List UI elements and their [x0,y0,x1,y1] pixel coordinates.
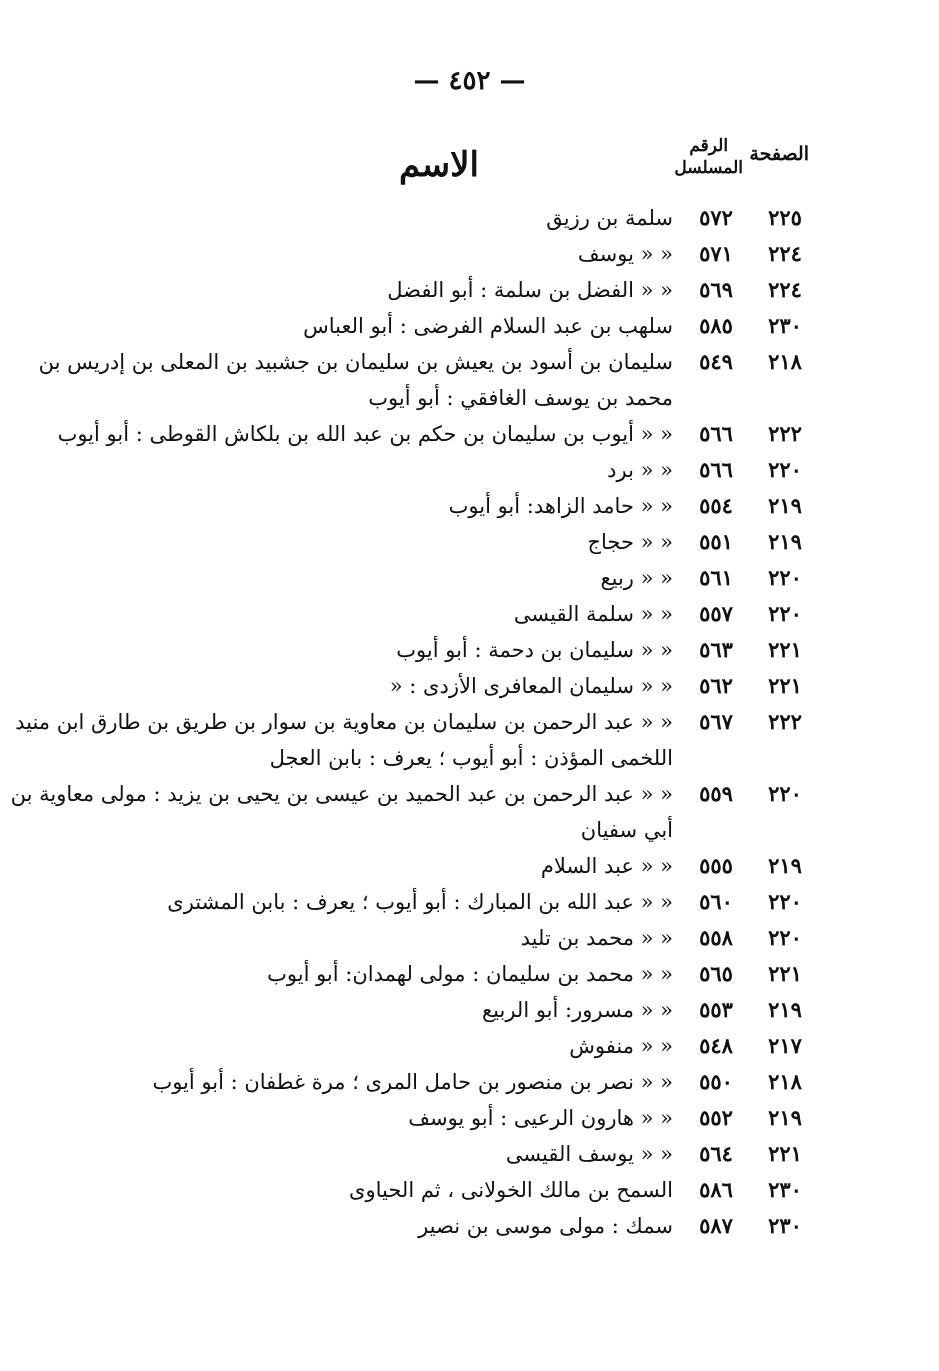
row-page: ٢١٩ [768,853,802,878]
table-row [111,272,811,308]
row-page: ٢٢٢ [768,709,802,734]
row-serial: ٥٨٦ [699,1177,733,1202]
row-serial: ٥٥٧ [699,601,733,626]
row-page: ٢٢١ [768,961,802,986]
table-row [111,956,811,992]
table-row [111,452,811,488]
row-page: ٢٢٠ [768,925,802,950]
row-name: « « منفوش [569,1034,673,1058]
table-header [0,135,939,195]
table-row [57,416,811,452]
row-serial: ٥٧٢ [699,205,733,230]
row-serial: ٥٤٩ [699,349,733,374]
row-name: « « سليمان بن دحمة : أبو أيوب [396,638,673,662]
table-row [111,992,811,1028]
table-row [111,596,811,632]
row-page: ٢١٨ [768,349,802,374]
table-row [111,632,811,668]
row-name: « « يوسف [577,242,673,266]
row-serial: ٥٥١ [699,529,733,554]
table-row [111,920,811,956]
serial-header-line1: الرقم [689,136,729,156]
row-name: « « عبد الله بن المبارك : أبو أيوب ؛ يعرف : بابن المشترى [167,890,673,914]
table-row [111,848,811,884]
table-row [111,1064,811,1100]
page-number: — ٤٥٢ — [413,66,526,96]
row-name: سلهب بن عبد السلام الفرضى : أبو العباس [303,314,673,338]
row-serial: ٥٦١ [699,565,733,590]
row-name: « « سلمة القيسى [513,602,673,626]
row-serial: ٥٥٠ [699,1069,733,1094]
table-row [111,668,811,704]
row-serial: ٥٦٦ [699,457,733,482]
row-serial: ٥٨٧ [699,1213,733,1238]
table-row [111,200,811,236]
row-name: « « برد [607,458,673,482]
table-row [111,308,811,344]
row-name: « « سليمان المعافرى الأزدى : « [389,674,673,698]
row-name: « « عبد الرحمن بن سليمان بن معاوية بن سوار بن طريق بن طارق ابن منيد اللخمى المؤذن : أبو أيوب ؛ يعرف : بابن العجل [15,710,673,770]
row-page: ٢٢١ [768,673,802,698]
name-column-header: الاسم [399,145,479,185]
row-name: « « محمد بن سليمان : مولى لهمدان: أبو أيوب [267,962,673,986]
row-name: السمح بن مالك الخولانى ، ثم الحياوى [349,1178,673,1202]
row-name: « « ربيع [600,566,673,590]
page-column-header: الصفحة [749,143,809,165]
row-name: « « حامد الزاهد: أبو أيوب [448,494,673,518]
row-serial: ٥٦٥ [699,961,733,986]
row-page: ٢١٩ [768,997,802,1022]
table-row [111,488,811,524]
serial-header-line2: المسلسل [674,158,743,178]
row-serial: ٥٨٥ [699,313,733,338]
row-serial: ٥٥٩ [699,781,733,806]
row-page: ٢٢٥ [768,205,802,230]
row-serial: ٥٥٤ [699,493,733,518]
row-serial: ٥٦٢ [699,673,733,698]
serial-column-header [674,135,743,179]
row-page: ٢٢٠ [768,565,802,590]
row-serial: ٥٦٤ [699,1141,733,1166]
table-row [111,1028,811,1064]
table-row [111,524,811,560]
row-serial: ٥٦٩ [699,277,733,302]
row-serial: ٥٦٦ [699,421,733,446]
row-name: « « نصر بن منصور بن حامل المرى ؛ مرة غطفان : أبو أيوب [152,1070,673,1094]
row-name: سمك : مولى موسى بن نصير [418,1214,673,1238]
row-page: ٢٢٢ [768,421,802,446]
row-name: « « محمد بن تليد [520,926,673,950]
row-name: « « حجاج [587,530,673,554]
table-row [111,1136,811,1172]
row-serial: ٥٦٧ [699,709,733,734]
table-row [38,344,811,416]
row-serial: ٥٥٥ [699,853,733,878]
row-name: « « الفضل بن سلمة : أبو الفضل [387,278,673,302]
row-serial: ٥٤٨ [699,1033,733,1058]
row-page: ٢١٧ [768,1033,802,1058]
row-page: ٢٢٤ [768,241,802,266]
row-serial: ٥٥٢ [699,1105,733,1130]
row-name: « « مسرور: أبو الربيع [481,998,673,1022]
row-page: ٢٣٠ [768,313,802,338]
row-page: ٢١٩ [768,529,802,554]
row-serial: ٥٥٣ [699,997,733,1022]
row-name: « « هارون الرعيى : أبو يوسف [408,1106,673,1130]
row-page: ٢٢٠ [768,889,802,914]
table-row [111,236,811,272]
row-name: سليمان بن أسود بن يعيش بن سليمان بن جشبيد بن المعلى بن إدريس بن محمد بن يوسف الغافقي : أبو أيوب [38,350,673,410]
table-row [111,560,811,596]
table-row [15,704,811,776]
table-row [111,1100,811,1136]
row-page: ٢١٨ [768,1069,802,1094]
row-serial: ٥٥٨ [699,925,733,950]
row-name: « « عبد الرحمن بن عبد الحميد بن عيسى بن يحيى بن يزيد : مولى معاوية بن أبي سفيان [10,782,673,842]
row-serial: ٥٧١ [699,241,733,266]
row-page: ٢٢١ [768,1141,802,1166]
row-page: ٢٢١ [768,637,802,662]
row-serial: ٥٦٠ [699,889,733,914]
row-serial: ٥٦٣ [699,637,733,662]
row-page: ٢٣٠ [768,1213,802,1238]
row-page: ٢٢٠ [768,601,802,626]
row-name: « « عبد السلام [540,854,673,878]
row-page: ٢١٩ [768,493,802,518]
row-page: ٢١٩ [768,1105,802,1130]
table-row [111,1208,811,1244]
row-name: « « أيوب بن سليمان بن حكم بن عبد الله بن بلكاش القوطى : أبو أيوب [57,422,673,446]
table-row [111,884,811,920]
row-page: ٢٢٠ [768,781,802,806]
row-page: ٢٣٠ [768,1177,802,1202]
table-row [111,1172,811,1208]
row-page: ٢٢٠ [768,457,802,482]
row-name: « « يوسف القيسى [505,1142,673,1166]
table-row [10,776,811,848]
index-table [10,200,811,1244]
row-page: ٢٢٤ [768,277,802,302]
row-name: سلمة بن رزيق [546,206,673,230]
